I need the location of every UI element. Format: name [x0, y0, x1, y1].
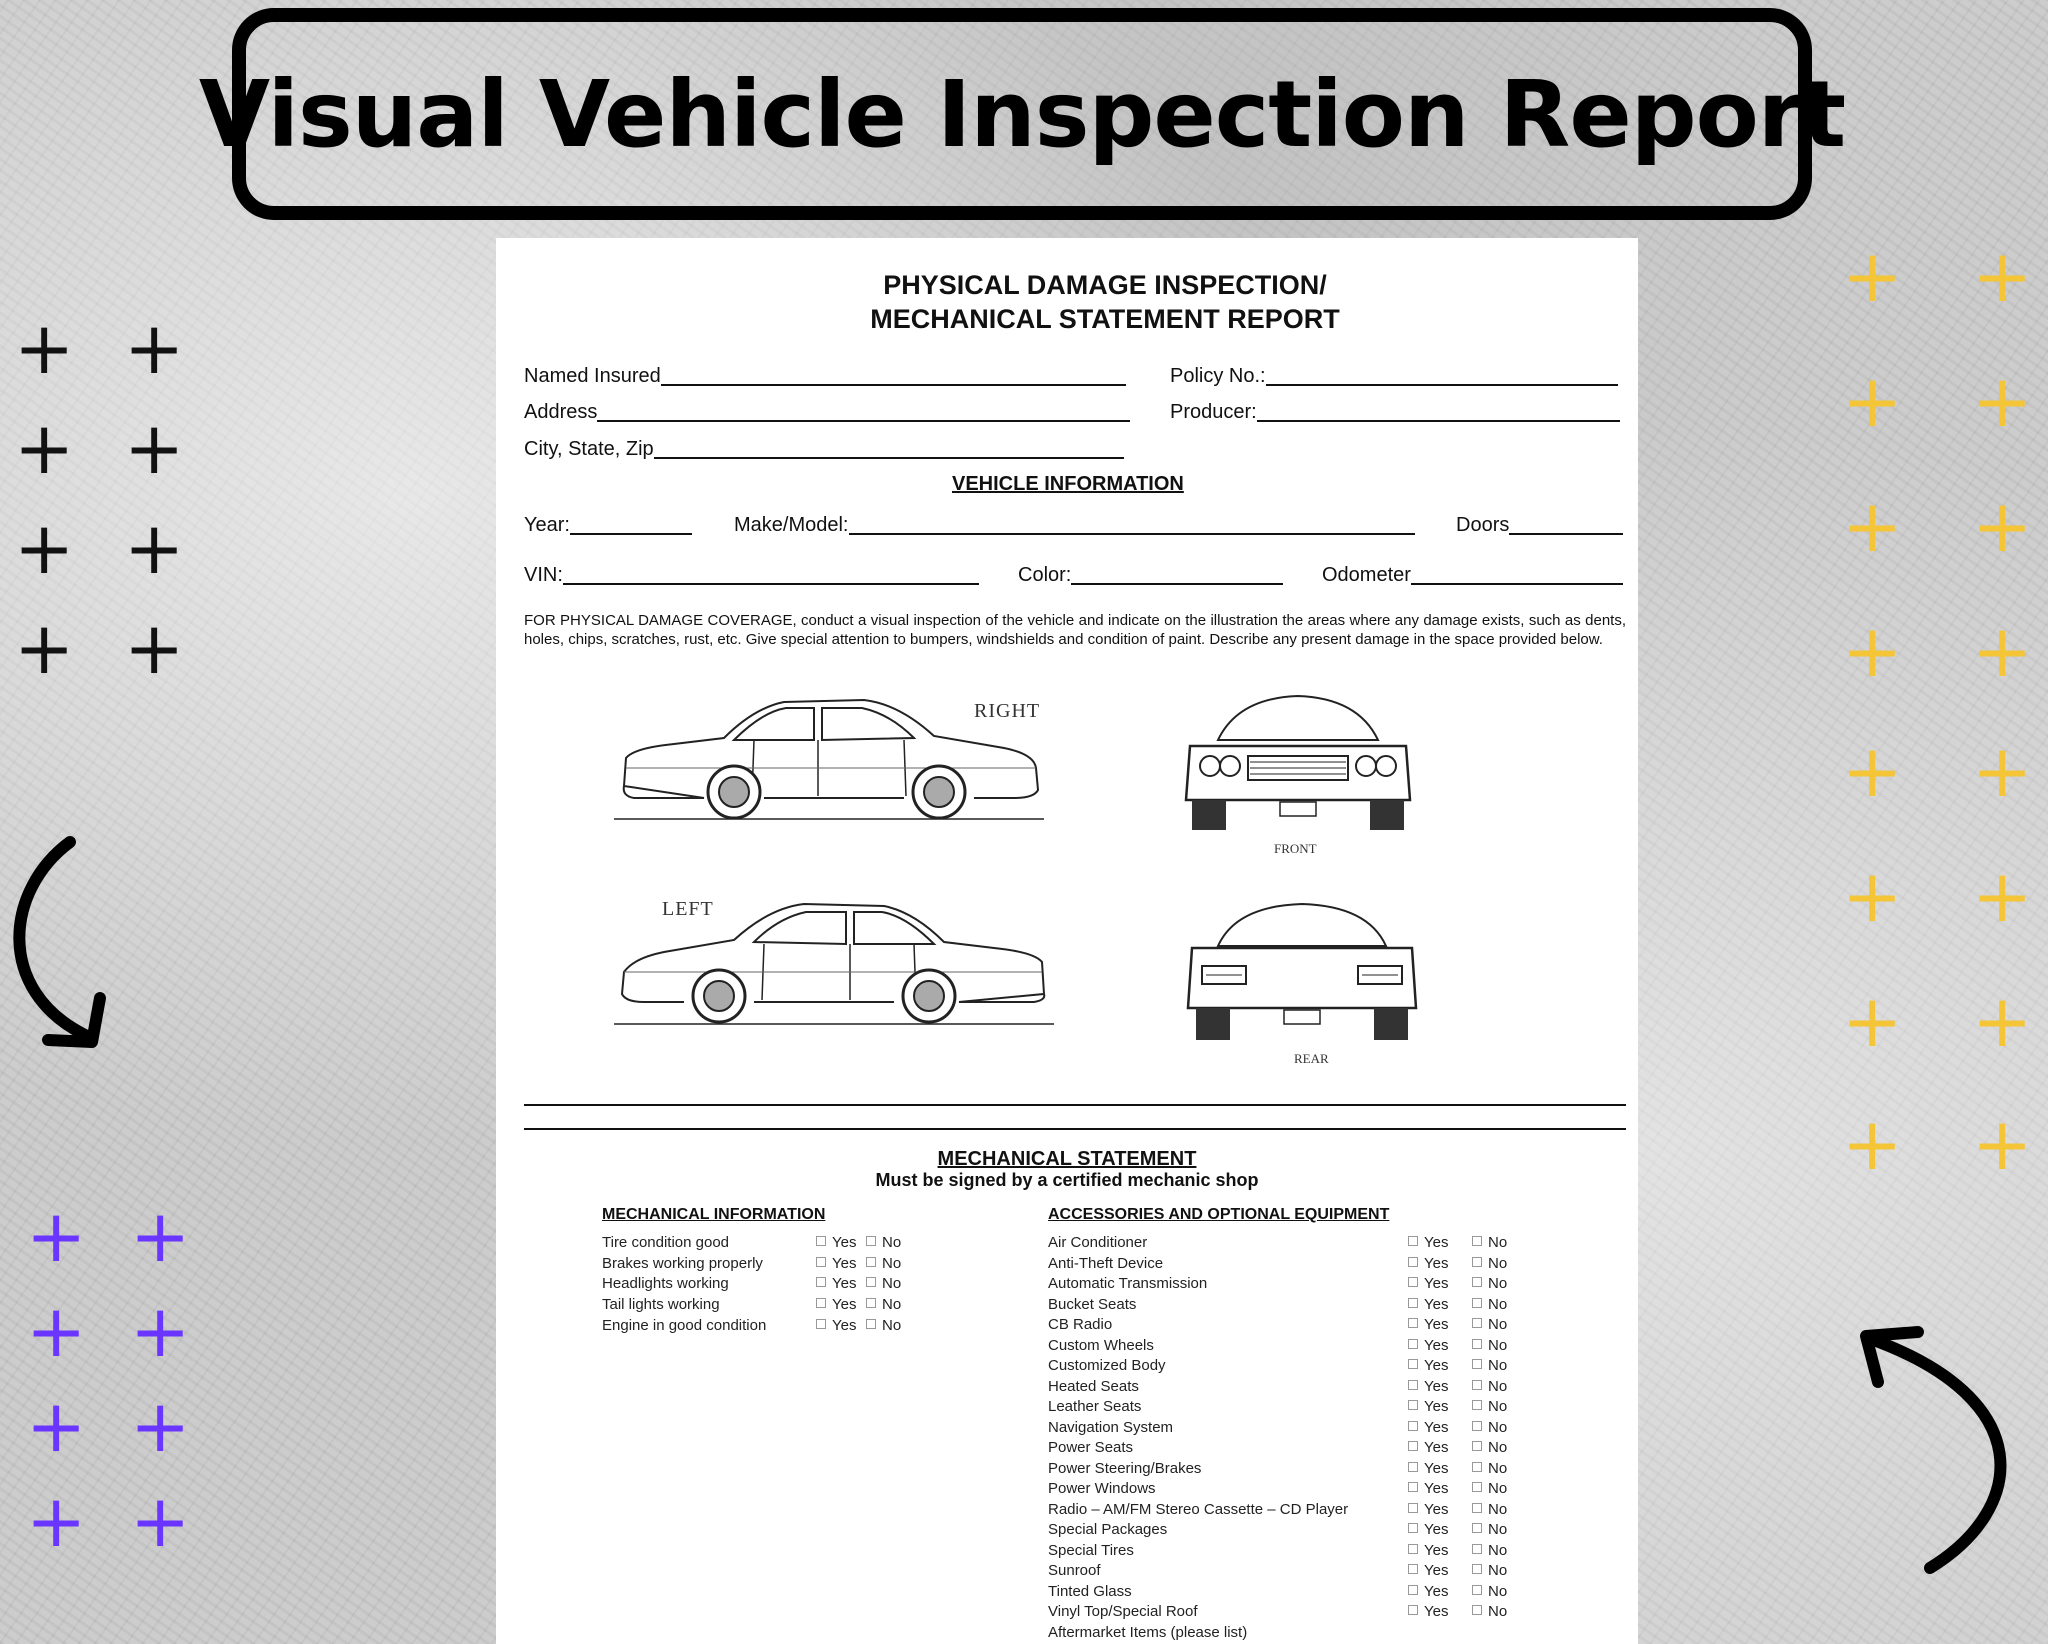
yes-label: Yes: [832, 1296, 857, 1314]
plus-icon: +: [1972, 1102, 2033, 1186]
car-front-diagram[interactable]: [1178, 690, 1418, 840]
yes-label: Yes: [1424, 1234, 1449, 1251]
doors-field[interactable]: [1456, 513, 1623, 537]
checkbox-icon[interactable]: [1408, 1605, 1418, 1615]
checkbox-icon[interactable]: [1408, 1298, 1418, 1308]
acc-item-label: Automatic Transmission: [1048, 1275, 1208, 1292]
yes-checkbox[interactable]: [816, 1234, 856, 1251]
title-banner: [198, 8, 1846, 220]
acc-item-label: Vinyl Top/Special Roof: [1048, 1603, 1198, 1620]
checkbox-icon[interactable]: [1472, 1605, 1482, 1615]
no-checkbox[interactable]: [1472, 1583, 1507, 1600]
named-insured-field[interactable]: [524, 364, 1126, 388]
no-label: No: [882, 1275, 902, 1293]
no-label: No: [1488, 1295, 1508, 1313]
no-checkbox[interactable]: [1472, 1480, 1507, 1497]
no-label: No: [882, 1296, 902, 1314]
checkbox-icon[interactable]: [1472, 1585, 1482, 1595]
yes-label: Yes: [1424, 1541, 1449, 1559]
plus-icon: +: [1972, 729, 2033, 813]
plus-icon: +: [130, 1289, 191, 1373]
yes-label: Yes: [832, 1316, 857, 1334]
checkbox-icon[interactable]: [1408, 1564, 1418, 1574]
checkbox-icon[interactable]: [1472, 1441, 1482, 1451]
plus-icon: +: [130, 1384, 191, 1468]
checkbox-icon[interactable]: [816, 1236, 826, 1246]
acc-item-label: CB Radio: [1048, 1316, 1113, 1333]
checkbox-icon[interactable]: [1472, 1359, 1482, 1369]
checkbox-icon[interactable]: [1408, 1380, 1418, 1390]
plus-icon: +: [1972, 979, 2033, 1063]
yes-checkbox[interactable]: [1408, 1583, 1448, 1600]
yes-label: Yes: [1424, 1582, 1449, 1600]
plus-icon: +: [1842, 729, 1903, 813]
acc-item-label: Special Tires: [1048, 1541, 1134, 1559]
checkbox-icon[interactable]: [1472, 1421, 1482, 1431]
no-label: No: [1488, 1439, 1508, 1456]
no-checkbox[interactable]: [866, 1296, 901, 1313]
yes-checkbox[interactable]: [1408, 1542, 1448, 1559]
plus-icon: +: [14, 506, 75, 590]
checkbox-icon[interactable]: [1472, 1298, 1482, 1308]
checkbox-icon[interactable]: [816, 1277, 826, 1287]
damage-instructions: FOR PHYSICAL DAMAGE COVERAGE, conduct a visual inspection of the vehicle and indicate on the illustration the areas where any damage exists, such as dents, holes, chips, scratches, rust, etc. Give special attention to bumpers, windshields and condition of paint. Describe any present damage in the space provided below.: [524, 612, 1626, 648]
checkbox-icon[interactable]: [1472, 1544, 1482, 1554]
inspection-form-page: [496, 238, 1638, 1644]
yes-checkbox[interactable]: [1408, 1316, 1448, 1333]
form-title: [584, 268, 1626, 336]
acc-item-label: Bucket Seats: [1048, 1295, 1137, 1313]
no-label: No: [1488, 1254, 1508, 1272]
no-checkbox[interactable]: [1472, 1337, 1507, 1354]
no-label: No: [1488, 1357, 1508, 1374]
no-label: No: [882, 1254, 902, 1272]
plus-icon: +: [1972, 234, 2033, 318]
no-label: No: [1488, 1582, 1508, 1600]
acc-item-label: Power Seats: [1048, 1439, 1134, 1456]
yes-checkbox[interactable]: [816, 1296, 856, 1313]
odometer-field[interactable]: [1322, 563, 1623, 587]
acc-item-label: Radio – AM/FM Stereo Cassette – CD Player: [1048, 1500, 1349, 1518]
acc-item-label: Anti-Theft Device: [1048, 1254, 1164, 1272]
checkbox-icon[interactable]: [866, 1277, 876, 1287]
yes-checkbox[interactable]: [816, 1255, 856, 1272]
mech-item-label: Tail lights working: [602, 1296, 720, 1314]
producer-label: Producer:: [1170, 401, 1257, 423]
policy-no-label: Policy No.:: [1170, 365, 1266, 387]
plus-icon: +: [124, 506, 185, 590]
yes-label: Yes: [832, 1254, 857, 1272]
policy-no-line[interactable]: [1266, 364, 1618, 386]
plus-icon: +: [1842, 234, 1903, 318]
checkbox-icon[interactable]: [1408, 1318, 1418, 1328]
checkbox-icon[interactable]: [1472, 1318, 1482, 1328]
no-label: No: [1488, 1459, 1508, 1477]
acc-item-label: Customized Body: [1048, 1357, 1166, 1374]
checkbox-icon[interactable]: [1408, 1585, 1418, 1595]
no-label: No: [1488, 1275, 1508, 1292]
yes-checkbox[interactable]: [816, 1275, 856, 1292]
checkbox-icon[interactable]: [1472, 1482, 1482, 1492]
make-model-field[interactable]: [734, 513, 1415, 537]
mechanical-statement-heading: MECHANICAL STATEMENT: [937, 1148, 1197, 1170]
plus-icon: +: [1972, 609, 2033, 693]
no-label: No: [1488, 1377, 1508, 1395]
checkbox-icon[interactable]: [1408, 1462, 1418, 1472]
checkbox-icon[interactable]: [1408, 1359, 1418, 1369]
checkbox-icon[interactable]: [1408, 1236, 1418, 1246]
no-checkbox[interactable]: [1472, 1603, 1507, 1620]
no-checkbox[interactable]: [866, 1275, 901, 1292]
form-title-line-2: MECHANICAL STATEMENT REPORT: [870, 304, 1340, 334]
plus-icon: +: [130, 1479, 191, 1563]
checkbox-icon[interactable]: [1408, 1441, 1418, 1451]
yes-label: Yes: [1424, 1459, 1449, 1477]
acc-item-label: Special Packages: [1048, 1521, 1168, 1538]
odometer-label: Odometer: [1322, 564, 1411, 586]
checkbox-icon[interactable]: [1408, 1339, 1418, 1349]
no-checkbox[interactable]: [1472, 1296, 1507, 1313]
checkbox-icon[interactable]: [1472, 1277, 1482, 1287]
yes-checkbox[interactable]: [1408, 1501, 1448, 1518]
mech-item-label: Tire condition good: [602, 1234, 730, 1251]
odometer-line[interactable]: [1411, 563, 1623, 585]
make-model-label: Make/Model:: [734, 514, 849, 536]
plus-icon: +: [1972, 854, 2033, 938]
right-view-label: RIGHT: [974, 700, 1041, 722]
yes-checkbox[interactable]: [1408, 1357, 1448, 1374]
color-label: Color:: [1018, 564, 1072, 586]
checkbox-icon[interactable]: [1408, 1544, 1418, 1554]
yes-label: Yes: [1424, 1336, 1449, 1354]
no-label: No: [1488, 1480, 1508, 1497]
yes-checkbox[interactable]: [1408, 1480, 1448, 1497]
no-label: No: [1488, 1234, 1508, 1251]
checkbox-icon[interactable]: [816, 1298, 826, 1308]
no-checkbox[interactable]: [1472, 1378, 1507, 1395]
acc-item-label: Leather Seats: [1048, 1398, 1142, 1415]
no-checkbox[interactable]: [1472, 1501, 1507, 1518]
no-checkbox[interactable]: [1472, 1419, 1507, 1436]
yes-label: Yes: [832, 1234, 857, 1251]
checkbox-icon[interactable]: [866, 1236, 876, 1246]
checkbox-icon[interactable]: [1408, 1421, 1418, 1431]
no-label: No: [1488, 1521, 1508, 1538]
plus-icon: +: [1842, 359, 1903, 443]
no-label: No: [1488, 1500, 1508, 1518]
yes-label: Yes: [1424, 1295, 1449, 1313]
plus-icon: +: [124, 306, 185, 390]
plus-icon: +: [26, 1479, 87, 1563]
producer-line[interactable]: [1257, 400, 1620, 422]
yes-checkbox[interactable]: [1408, 1275, 1448, 1292]
no-checkbox[interactable]: [866, 1317, 901, 1334]
checkbox-icon[interactable]: [866, 1257, 876, 1267]
plus-icon: +: [14, 606, 75, 690]
acc-item-label: Sunroof: [1048, 1562, 1101, 1579]
yes-label: Yes: [1424, 1480, 1449, 1497]
checkbox-icon[interactable]: [1408, 1257, 1418, 1267]
named-insured-label: Named Insured: [524, 365, 661, 387]
checkbox-icon[interactable]: [1472, 1523, 1482, 1533]
plus-icon: +: [1842, 484, 1903, 568]
year-line[interactable]: [570, 513, 692, 535]
vin-field[interactable]: [524, 563, 979, 587]
checkbox-icon[interactable]: [816, 1257, 826, 1267]
yes-label: Yes: [1424, 1418, 1449, 1436]
no-label: No: [1488, 1336, 1508, 1354]
yes-checkbox[interactable]: [1408, 1255, 1448, 1272]
yes-label: Yes: [1424, 1254, 1449, 1272]
acc-item-label: Heated Seats: [1048, 1377, 1139, 1395]
plus-icon: +: [1842, 854, 1903, 938]
acc-item-label: Tinted Glass: [1048, 1582, 1132, 1600]
no-checkbox[interactable]: [866, 1255, 901, 1272]
acc-item-label: Navigation System: [1048, 1418, 1174, 1436]
no-label: No: [1488, 1398, 1508, 1415]
policy-no-field[interactable]: [1170, 364, 1618, 388]
checkbox-icon[interactable]: [1408, 1400, 1418, 1410]
mechanical-statement-subtitle: Must be signed by a certified mechanic shop: [875, 1170, 1259, 1190]
yes-label: Yes: [1424, 1521, 1449, 1538]
plus-icon: +: [1972, 484, 2033, 568]
plus-icon: +: [124, 606, 185, 690]
plus-icon: +: [26, 1384, 87, 1468]
yes-label: Yes: [832, 1275, 857, 1293]
city-state-zip-label: City, State, Zip: [524, 438, 654, 460]
checkbox-icon[interactable]: [1472, 1257, 1482, 1267]
yes-checkbox[interactable]: [1408, 1521, 1448, 1538]
yes-label: Yes: [1424, 1500, 1449, 1518]
yes-checkbox[interactable]: [1408, 1562, 1448, 1579]
accessories-heading: ACCESSORIES AND OPTIONAL EQUIPMENT: [1048, 1206, 1390, 1223]
checkbox-icon[interactable]: [816, 1319, 826, 1329]
checkbox-icon[interactable]: [1472, 1462, 1482, 1472]
vin-label: VIN:: [524, 564, 563, 586]
banner-title: Visual Vehicle Inspection Report: [198, 60, 1846, 168]
acc-item-label: Air Conditioner: [1048, 1234, 1148, 1251]
color-field[interactable]: [1018, 563, 1283, 587]
checkbox-icon[interactable]: [866, 1298, 876, 1308]
yes-label: Yes: [1424, 1275, 1449, 1292]
producer-field[interactable]: [1170, 400, 1620, 424]
mech-item-label: Headlights working: [602, 1275, 729, 1293]
address-line[interactable]: [597, 400, 1130, 422]
checkbox-icon[interactable]: [1472, 1503, 1482, 1513]
city-state-zip-field[interactable]: [524, 437, 1124, 461]
doors-label: Doors: [1456, 514, 1510, 536]
checkbox-icon[interactable]: [866, 1319, 876, 1329]
vehicle-information-heading: VEHICLE INFORMATION: [952, 473, 1184, 495]
year-label: Year:: [524, 514, 570, 536]
yes-checkbox[interactable]: [1408, 1378, 1448, 1395]
no-label: No: [1488, 1541, 1508, 1559]
yes-label: Yes: [1424, 1562, 1449, 1579]
checkbox-icon[interactable]: [1408, 1277, 1418, 1287]
no-label: No: [1488, 1562, 1508, 1579]
year-field[interactable]: [524, 513, 692, 537]
yes-label: Yes: [1424, 1439, 1449, 1456]
curved-arrow-down-icon: [0, 830, 140, 1060]
no-checkbox[interactable]: [1472, 1542, 1507, 1559]
city-state-zip-line[interactable]: [654, 437, 1124, 459]
checkbox-icon[interactable]: [1472, 1339, 1482, 1349]
yes-checkbox[interactable]: [1408, 1439, 1448, 1456]
no-checkbox[interactable]: [1472, 1521, 1507, 1538]
plus-icon: +: [14, 406, 75, 490]
yes-checkbox[interactable]: [1408, 1603, 1448, 1620]
yes-label: Yes: [1424, 1377, 1449, 1395]
yes-label: Yes: [1424, 1316, 1449, 1333]
plus-icon: +: [1842, 1102, 1903, 1186]
acc-item-label: Power Windows: [1048, 1480, 1156, 1497]
make-model-line[interactable]: [849, 513, 1415, 535]
color-line[interactable]: [1071, 563, 1283, 585]
damage-description-line-1[interactable]: [524, 1104, 1626, 1106]
plus-icon: +: [14, 306, 75, 390]
no-checkbox[interactable]: [1472, 1460, 1507, 1477]
plus-icon: +: [26, 1194, 87, 1278]
no-checkbox[interactable]: [1472, 1316, 1507, 1333]
checkbox-icon[interactable]: [1408, 1482, 1418, 1492]
plus-icon: +: [26, 1289, 87, 1373]
no-label: No: [1488, 1418, 1508, 1436]
yes-checkbox[interactable]: [1408, 1337, 1448, 1354]
yes-checkbox[interactable]: [1408, 1398, 1448, 1415]
mech-item-label: Brakes working properly: [602, 1254, 763, 1272]
no-checkbox[interactable]: [1472, 1357, 1507, 1374]
plus-icon: +: [130, 1194, 191, 1278]
no-checkbox[interactable]: [1472, 1255, 1507, 1272]
checkbox-icon[interactable]: [1408, 1503, 1418, 1513]
address-label: Address: [524, 401, 598, 423]
no-label: No: [1488, 1316, 1508, 1333]
no-label: No: [1488, 1603, 1508, 1620]
no-checkbox[interactable]: [1472, 1275, 1507, 1292]
no-checkbox[interactable]: [1472, 1234, 1507, 1251]
rear-view-label: REAR: [1294, 1051, 1329, 1066]
no-checkbox[interactable]: [1472, 1398, 1507, 1415]
acc-item-label: Power Steering/Brakes: [1048, 1459, 1202, 1477]
checkbox-icon[interactable]: [1472, 1400, 1482, 1410]
plus-icon: +: [124, 406, 185, 490]
front-view-label: FRONT: [1274, 841, 1317, 856]
left-view-label: LEFT: [662, 898, 714, 920]
checkbox-icon[interactable]: [1472, 1380, 1482, 1390]
doors-line[interactable]: [1509, 513, 1623, 535]
no-checkbox[interactable]: [1472, 1439, 1507, 1456]
damage-description-line-2[interactable]: [524, 1128, 1626, 1130]
plus-icon: +: [1842, 979, 1903, 1063]
no-label: No: [882, 1234, 902, 1251]
address-field[interactable]: [524, 400, 1130, 424]
form-title-line-1: PHYSICAL DAMAGE INSPECTION/: [883, 270, 1327, 300]
mech-item-label: Engine in good condition: [602, 1316, 767, 1334]
curved-arrow-up-icon: [1848, 1318, 2028, 1578]
yes-checkbox[interactable]: [1408, 1460, 1448, 1477]
yes-checkbox[interactable]: [1408, 1296, 1448, 1313]
vin-line[interactable]: [563, 563, 979, 585]
checkbox-icon[interactable]: [1408, 1523, 1418, 1533]
checkbox-icon[interactable]: [1472, 1236, 1482, 1246]
yes-checkbox[interactable]: [1408, 1234, 1448, 1251]
plus-icon: +: [1972, 359, 2033, 443]
yes-label: Yes: [1424, 1398, 1449, 1415]
no-checkbox[interactable]: [866, 1234, 901, 1251]
checkbox-icon[interactable]: [1472, 1564, 1482, 1574]
plus-icon: +: [1842, 609, 1903, 693]
yes-label: Yes: [1424, 1603, 1449, 1620]
yes-label: Yes: [1424, 1357, 1449, 1374]
no-checkbox[interactable]: [1472, 1562, 1507, 1579]
no-label: No: [882, 1316, 902, 1334]
acc-item-label: Aftermarket Items (please list): [1048, 1623, 1248, 1641]
car-rear-diagram[interactable]: [1182, 900, 1422, 1050]
mechanical-information-heading: MECHANICAL INFORMATION: [602, 1206, 826, 1223]
yes-checkbox[interactable]: [816, 1317, 856, 1334]
named-insured-line[interactable]: [661, 364, 1126, 386]
acc-item-label: Custom Wheels: [1048, 1336, 1154, 1354]
yes-checkbox[interactable]: [1408, 1419, 1448, 1436]
